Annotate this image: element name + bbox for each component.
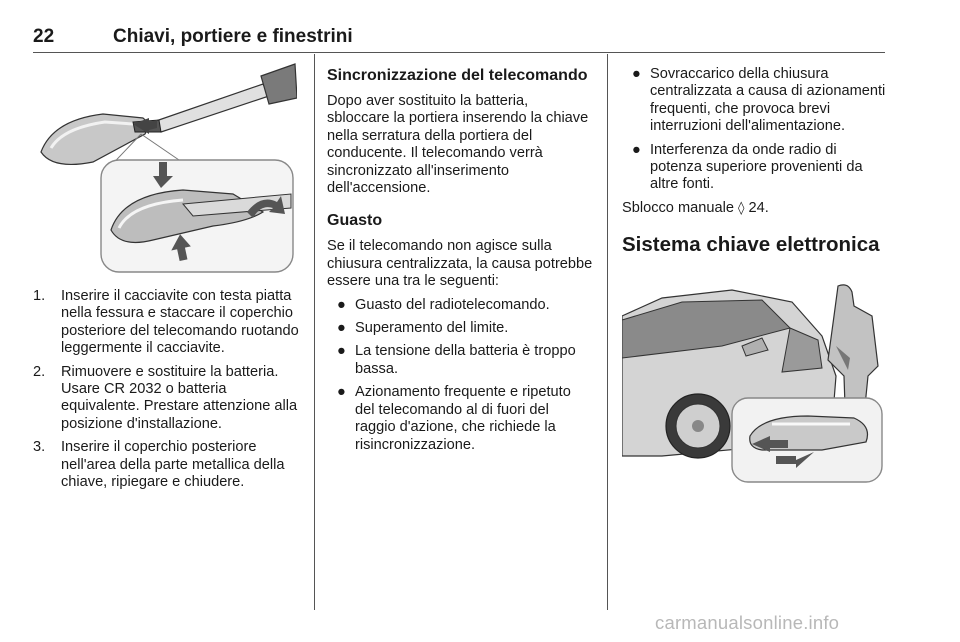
sync-heading: Sincronizzazione del telecomando [327, 67, 588, 84]
bullet-text: Superamento del limite. [355, 320, 509, 337]
remote-key-figure [33, 62, 297, 276]
bullet-text: Sovraccarico della chiusura centralizzata a causa di azionamenti frequenti, che provoca brevi interruzioni dell'alimentazione. [650, 66, 886, 135]
list-item: ● Azionamento frequente e ripetuto del telecomando al di fuori del raggio d'azione, che richiede la risincronizzazione. [337, 384, 571, 453]
step-item [33, 439, 301, 491]
step-number: 1. [33, 288, 46, 304]
fault-causes-list [327, 297, 593, 454]
bullet-text: Guasto del radiotelecomando. [355, 296, 550, 313]
bullet-text: Azionamento frequente e ripetuto del telecomando al di fuori del raggio d'azione, che richiede la risincronizzazione. [355, 384, 571, 453]
column-divider-left [314, 54, 315, 610]
screwdriver-key-illustration [33, 62, 297, 276]
manual-unlock-text: Sblocco manuale [622, 199, 734, 216]
list-item: ● Superamento del limite. [337, 320, 509, 337]
step-item [33, 288, 301, 358]
electronic-key-figure [622, 276, 886, 486]
list-item: ● Guasto del radiotelecomando. [337, 296, 550, 313]
list-item: ● La tensione della batteria è troppo bassa. [337, 343, 576, 377]
right-column-text [622, 66, 888, 257]
middle-column-text [327, 66, 593, 460]
section-heading: Sistema chiave elettronica [622, 233, 880, 257]
fault-heading: Guasto [327, 212, 383, 230]
battery-replacement-steps [33, 288, 301, 491]
manual-unlock-page[interactable]: 24. [748, 199, 769, 216]
step-text: Inserire il coperchio posteriore nell'area della parte metallica della chiave, ripiegare e chiudere. [61, 439, 285, 491]
step-item [33, 364, 301, 434]
page-number: 22 [33, 26, 55, 47]
left-column-text [33, 288, 301, 497]
list-item: ● Interferenza da onde radio di potenza superiore provenienti da altre fonti. [632, 141, 863, 193]
column-divider-right [607, 54, 608, 610]
page-reference-arrow-icon: ◊ [738, 200, 745, 216]
bullet-text: La tensione della batteria è troppo bassa. [355, 343, 576, 377]
sync-paragraph: Dopo aver sostituito la batteria, sbloccare la portiera inserendo la chiave nella serratura della portiera del conducente. Il telecomando verrà sincronizzato all'inserimento dell'accensione. [327, 93, 589, 197]
chapter-title: Chiavi, portiere e finestrini [113, 26, 353, 47]
fault-paragraph: Se il telecomando non agisce sulla chiusura centralizzata, la causa potrebbe essere una tra le seguenti: [327, 238, 593, 290]
car-door-handle-illustration [622, 276, 886, 486]
step-number: 2. [33, 363, 46, 380]
fault-causes-list-continued [622, 66, 888, 194]
list-item: ● Sovraccarico della chiusura centralizzata a causa di azionamenti frequenti, che provoca brevi interruzioni dell'alimentazione. [632, 66, 886, 135]
manual-unlock-reference [622, 200, 888, 217]
page-header [33, 26, 885, 53]
step-number: 3. [33, 439, 46, 456]
bullet-text: Interferenza da onde radio di potenza superiore provenienti da altre fonti. [650, 141, 863, 193]
step-text: Rimuovere e sostituire la batteria. Usare CR 2032 o batteria equivalente. Prestare attenzione alla posizione d'installazione. [61, 363, 298, 432]
watermark: carmanualsonline.info [655, 612, 840, 633]
step-text: Inserire il cacciavite con testa piatta nella fessura e staccare il coperchio posteriore del telecomando ruotando leggermente il cacciavite. [61, 288, 299, 357]
